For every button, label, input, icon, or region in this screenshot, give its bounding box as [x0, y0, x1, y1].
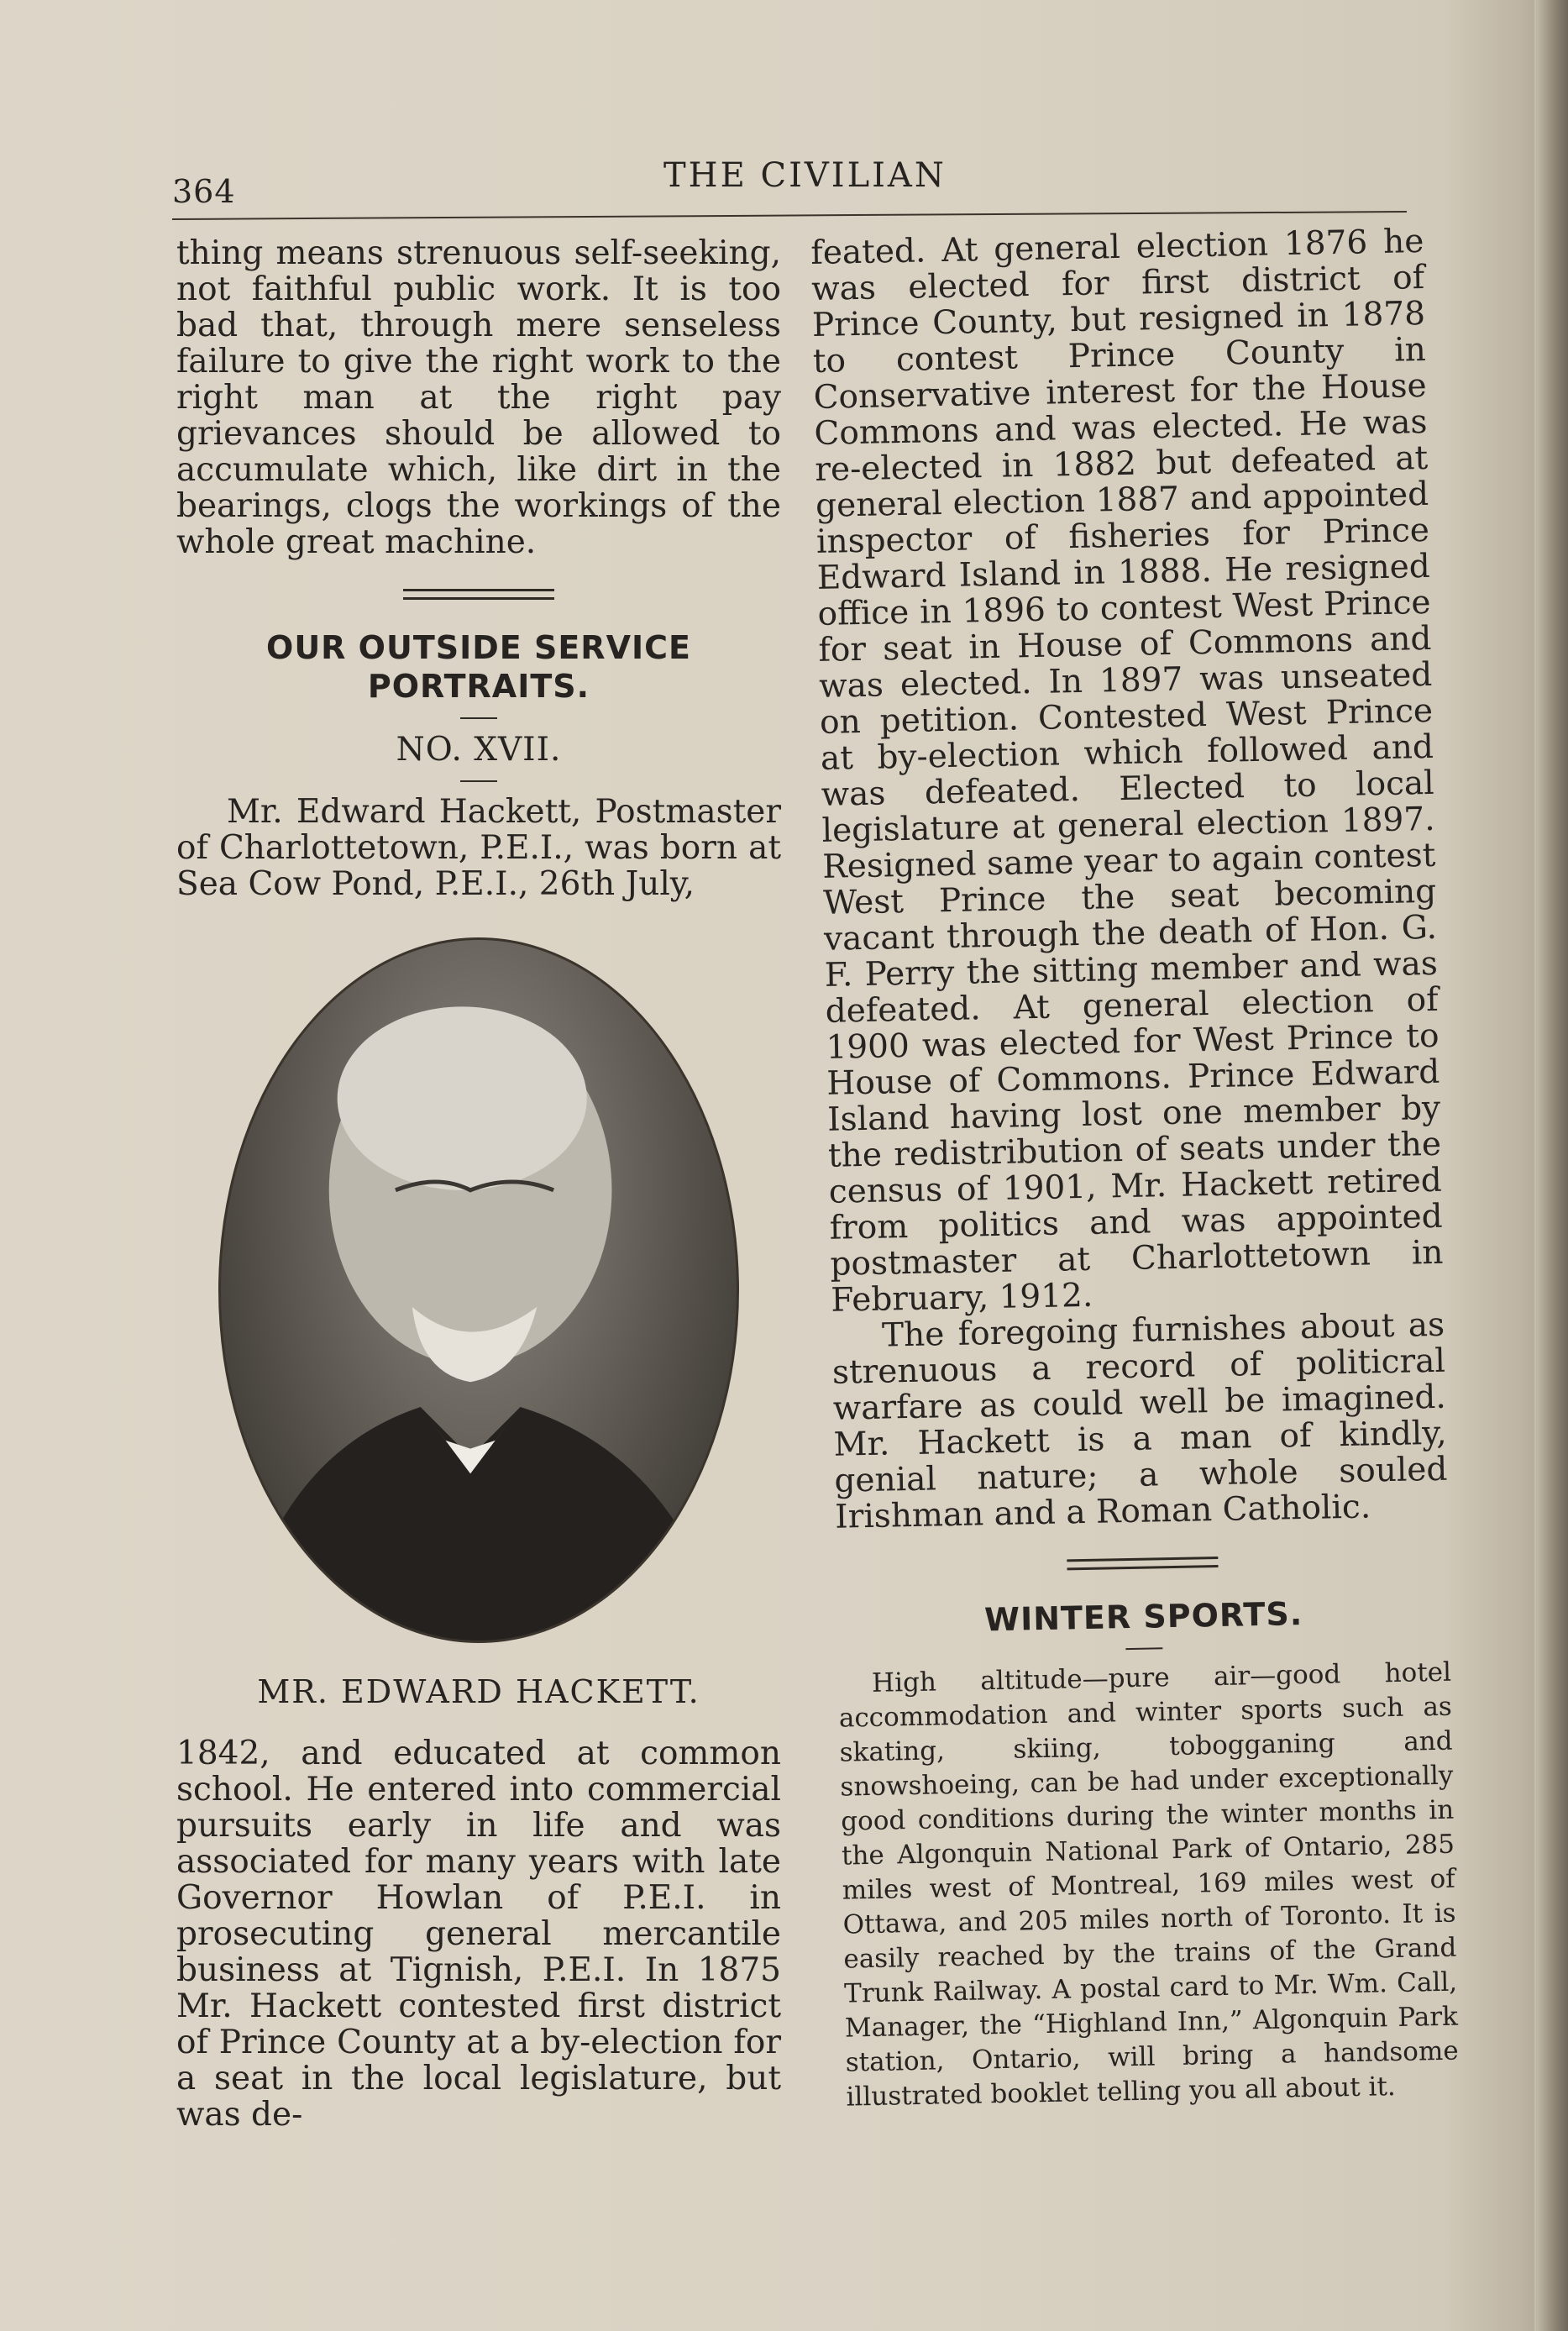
portrait-frame [218, 937, 739, 1643]
winter-sports-paragraph: High altitude—pure air—good hotel accommodation and winter sports such as skating, skiing, tobogganing and snowshoeing, can be had under exceptionally good conditions during the winter months in the Algonquin National Park of Ontario, 285 miles west of Montreal, 169 miles west of Ottawa, and 205 miles north of Toronto. It is easily reached by the trains of the Grand Trunk Railway. A postal card to Mr. Wm. Call, Manager, the “Highland Inn,” Algonquin Park station, Ontario, will bring a handsome illustrated booklet telling you all about it. [838, 1656, 1459, 2113]
running-title: THE CIVILIAN [663, 156, 947, 195]
page-header [172, 150, 1407, 225]
heading-dash [1125, 1647, 1162, 1650]
section-divider [1067, 1557, 1218, 1570]
portraits-heading: OUR OUTSIDE SERVICE PORTRAITS. [266, 629, 691, 705]
right-column [810, 223, 1460, 2115]
section-divider [403, 589, 554, 600]
summary-paragraph: The foregoing furnishes about as strenuous a record of politicral warfare as could well be imagined. Mr. Hackett is a man of kindly, genial nature; a whole souled Irishman and a Roman Catholic. [831, 1305, 1448, 1536]
winter-sports-heading: WINTER SPORTS. [983, 1595, 1303, 1639]
portrait-photo-icon [218, 937, 739, 1643]
portrait-number: NO. XVII. [396, 731, 562, 769]
opening-paragraph: thing means strenuous self-seeking, not faithful public work. It is too bad that, through mere senseless failure to give the right work to the right man at the right pay grievances should be allowed to accumulate which, like dirt in the bearings, clogs the workings of the whole great machine. [176, 234, 781, 561]
portrait-caption: MR. EDWARD HACKETT. [257, 1673, 700, 1710]
intro-paragraph: Mr. Edward Hackett, Postmaster of Charlottetown, P.E.I., was born at Sea Cow Pond, P.E.I., 26th July, [176, 793, 781, 903]
page-number: 364 [172, 173, 236, 210]
heading-dash [460, 780, 497, 782]
biography-paragraph: feated. At general election 1876 he was elected for first district of Prince County, but resigned in 1878 to contest Prince County in Conservative interest for the House Commons and was elected. He was re-elected in 1882 but defeated at general election 1887 and appointed inspector of fisheries for Prince Edward Island in 1888. He resigned office in 1896 to contest West Prince for seat in House of Commons and was elected. In 1897 was unseated on petition. Contested West Prince at by-election which followed and was defeated. Elected to local legislature at general election 1897. Resigned same year to again contest West Prince the seat becoming vacant through the death of Hon. G. F. Perry the sitting member and was defeated. At general election of 1900 was elected for West Prince to House of Commons. Prince Edward Island having lost one member by the redistribution of seats under the census of 1901, Mr. Hackett retired from politics and was appointed postmaster at Charlottetown in February, 1912. [810, 222, 1444, 1320]
heading-dash [460, 717, 497, 719]
book-spine-shadow [1534, 0, 1568, 2331]
header-rule [172, 211, 1407, 220]
continuation-paragraph: 1842, and educated at common school. He entered into commercial pursuits early in life and was associated for many years with late Governor Howlan of P.E.I. in prosecuting general mercantile business at Tignish, P.E.I. In 1875 Mr. Hackett contested first district of Prince County at a by-election for a seat in the local legislature, but was de- [176, 1735, 781, 2134]
left-column [176, 235, 781, 2133]
